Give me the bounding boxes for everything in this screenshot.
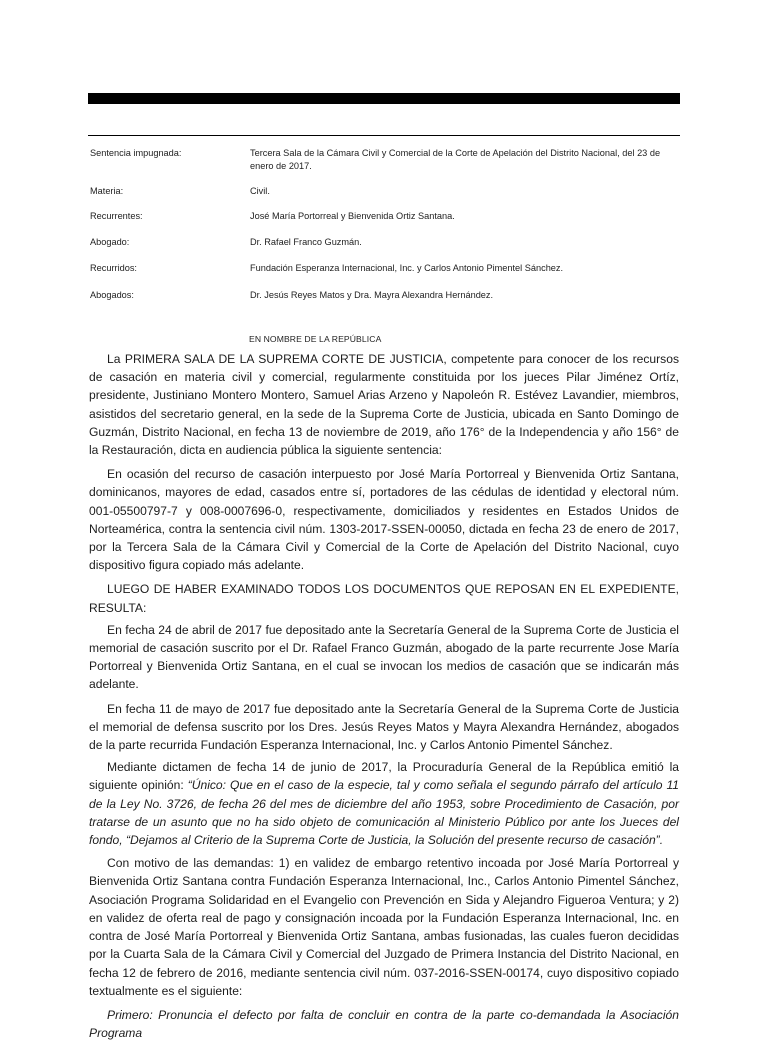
paragraph: Con motivo de las demandas: 1) en validez de embargo retentivo incoada por José María Portorreal y Bienvenida Ortiz Santana contra Fundación Esperanza Internacional, Inc., Carlos Antonio Pimentel Sánchez, Asociación Programa Solidaridad en el Evangelio con Prevención en Sida y Alejandro Figueroa Ventura; y 2) en validez de oferta real de pago y consignación incoada por la Fundación Esperanza Internacional, Inc. en contra de José María Portorreal y Bienvenida Ortiz Santana, ambas fusionadas, las cuales fueron decididas por la Cuarta Sala de la Cámara Civil y Comercial del Juzgado de Primera Instancia del Distrito Nacional, en fecha 12 de febrero de 2016, mediante sentencia civil núm. 037-2016-SSEN-00174, cuyo dispositivo copiado textualmente es el siguiente:	[89, 856, 679, 998]
paragraph: LUEGO DE HABER EXAMINADO TODOS LOS DOCUMENTOS QUE REPOSAN EN EL EXPEDIENTE, RESULTA:	[89, 582, 679, 615]
paragraph: La PRIMERA SALA DE LA SUPREMA CORTE DE JUSTICIA, competente para conocer de los recursos de casación en materia civil y comercial, regularmente constituida por los jueces Pilar Jiménez Ortíz, presidente, Justiniano Montero Montero, Samuel Arias Arzeno y Napoleón R. Estévez Lavandier, miembros, asistidos del secretario general, en la sede de la Suprema Corte de Justicia, ubicada en Santo Domingo de Guzmán, Distrito Nacional, en fecha 13 de noviembre de 2019, año 176° de la Independencia y año 156° de la Restauración, dicta en audiencia pública la siguiente sentencia:	[89, 352, 679, 458]
meta-value: Tercera Sala de la Cámara Civil y Comercial de la Corte de Apelación del Distrito Nacional, del 23 de enero de 2017.	[250, 148, 661, 171]
document-body	[89, 350, 679, 1048]
opinion-quote: “Único: Que en el caso de la especie, tal y como señala el segundo párrafo del artículo 11 de la Ley No. 3726, de fecha 26 del mes de diciembre del año 1953, sobre Procedimiento de Casación, por tratarse de un asunto que no ha sido objeto de comunicación al Ministerio Público por ante los Jueces del fondo, “Dejamos al Criterio de la Suprema Corte de Justicia, la Solución del presente recurso de casación”.	[89, 778, 680, 848]
paragraph	[89, 1006, 679, 1042]
dispositivo-quote: Primero: Pronuncia el defecto por falta de concluir en contra de la parte co-demandada la Asociación Programa	[89, 1007, 679, 1041]
case-metadata	[90, 147, 680, 315]
paragraph: En fecha 24 de abril de 2017 fue depositado ante la Secretaría General de la Suprema Corte de Justicia el memorial de casación suscrito por el Dr. Rafael Franco Guzmán, abogado de la parte recurrente Jose María Portorreal y Bienvenida Ortiz Santana, en el cual se invocan los medios de casación que se indicarán más adelante.	[89, 622, 679, 692]
opinion-intro: Mediante dictamen de fecha 14 de junio de 2017, la Procuraduría General de la República emitió la siguiente opinión:	[89, 760, 679, 793]
header-rule	[88, 135, 680, 136]
meta-label: Recurrentes:	[90, 211, 143, 221]
header-bar	[88, 93, 680, 104]
meta-label: Materia:	[90, 186, 124, 196]
meta-label: Recurridos:	[90, 263, 137, 273]
paragraph	[89, 758, 679, 849]
meta-row	[90, 185, 680, 210]
meta-label: Abogado:	[90, 237, 130, 247]
meta-row	[90, 210, 680, 236]
meta-value: Fundación Esperanza Internacional, Inc. y Carlos Antonio Pimentel Sánchez.	[250, 263, 564, 273]
meta-row	[90, 262, 680, 289]
paragraph: En fecha 11 de mayo de 2017 fue depositado ante la Secretaría General de la Suprema Corte de Justicia el memorial de defensa suscrito por los Dres. Jesús Reyes Matos y Mayra Alexandra Hernández, abogados de la parte recurrida Fundación Esperanza Internacional, Inc. y Carlos Antonio Pimentel Sánchez.	[89, 701, 679, 753]
meta-label: Sentencia impugnada:	[90, 148, 182, 158]
section-heading: EN NOMBRE DE LA REPÚBLICA	[249, 334, 382, 344]
paragraph: En ocasión del recurso de casación interpuesto por José María Portorreal y Bienvenida Ortiz Santana, dominicanos, mayores de edad, casados entre sí, portadores de las cédulas de identidad y electoral núm. 001-05500797-7 y 008-0007696-0, respectivamente, domiciliados y residentes en Estados Unidos de Norteamérica, contra la sentencia civil núm. 1303-2017-SSEN-00050, dictada en fecha 23 de enero de 2017, por la Tercera Sala de la Cámara Civil y Comercial de la Corte de Apelación del Distrito Nacional, cuyo dispositivo figura copiado más adelante.	[89, 467, 679, 573]
meta-value: Civil.	[250, 186, 270, 196]
meta-row	[90, 289, 680, 315]
meta-row	[90, 147, 680, 185]
meta-value: Dr. Jesús Reyes Matos y Dra. Mayra Alexandra Hernández.	[250, 290, 494, 300]
meta-value: José María Portorreal y Bienvenida Ortiz Santana.	[250, 211, 455, 221]
meta-label: Abogados:	[90, 290, 134, 300]
meta-value: Dr. Rafael Franco Guzmán.	[250, 237, 362, 247]
meta-row	[90, 236, 680, 262]
